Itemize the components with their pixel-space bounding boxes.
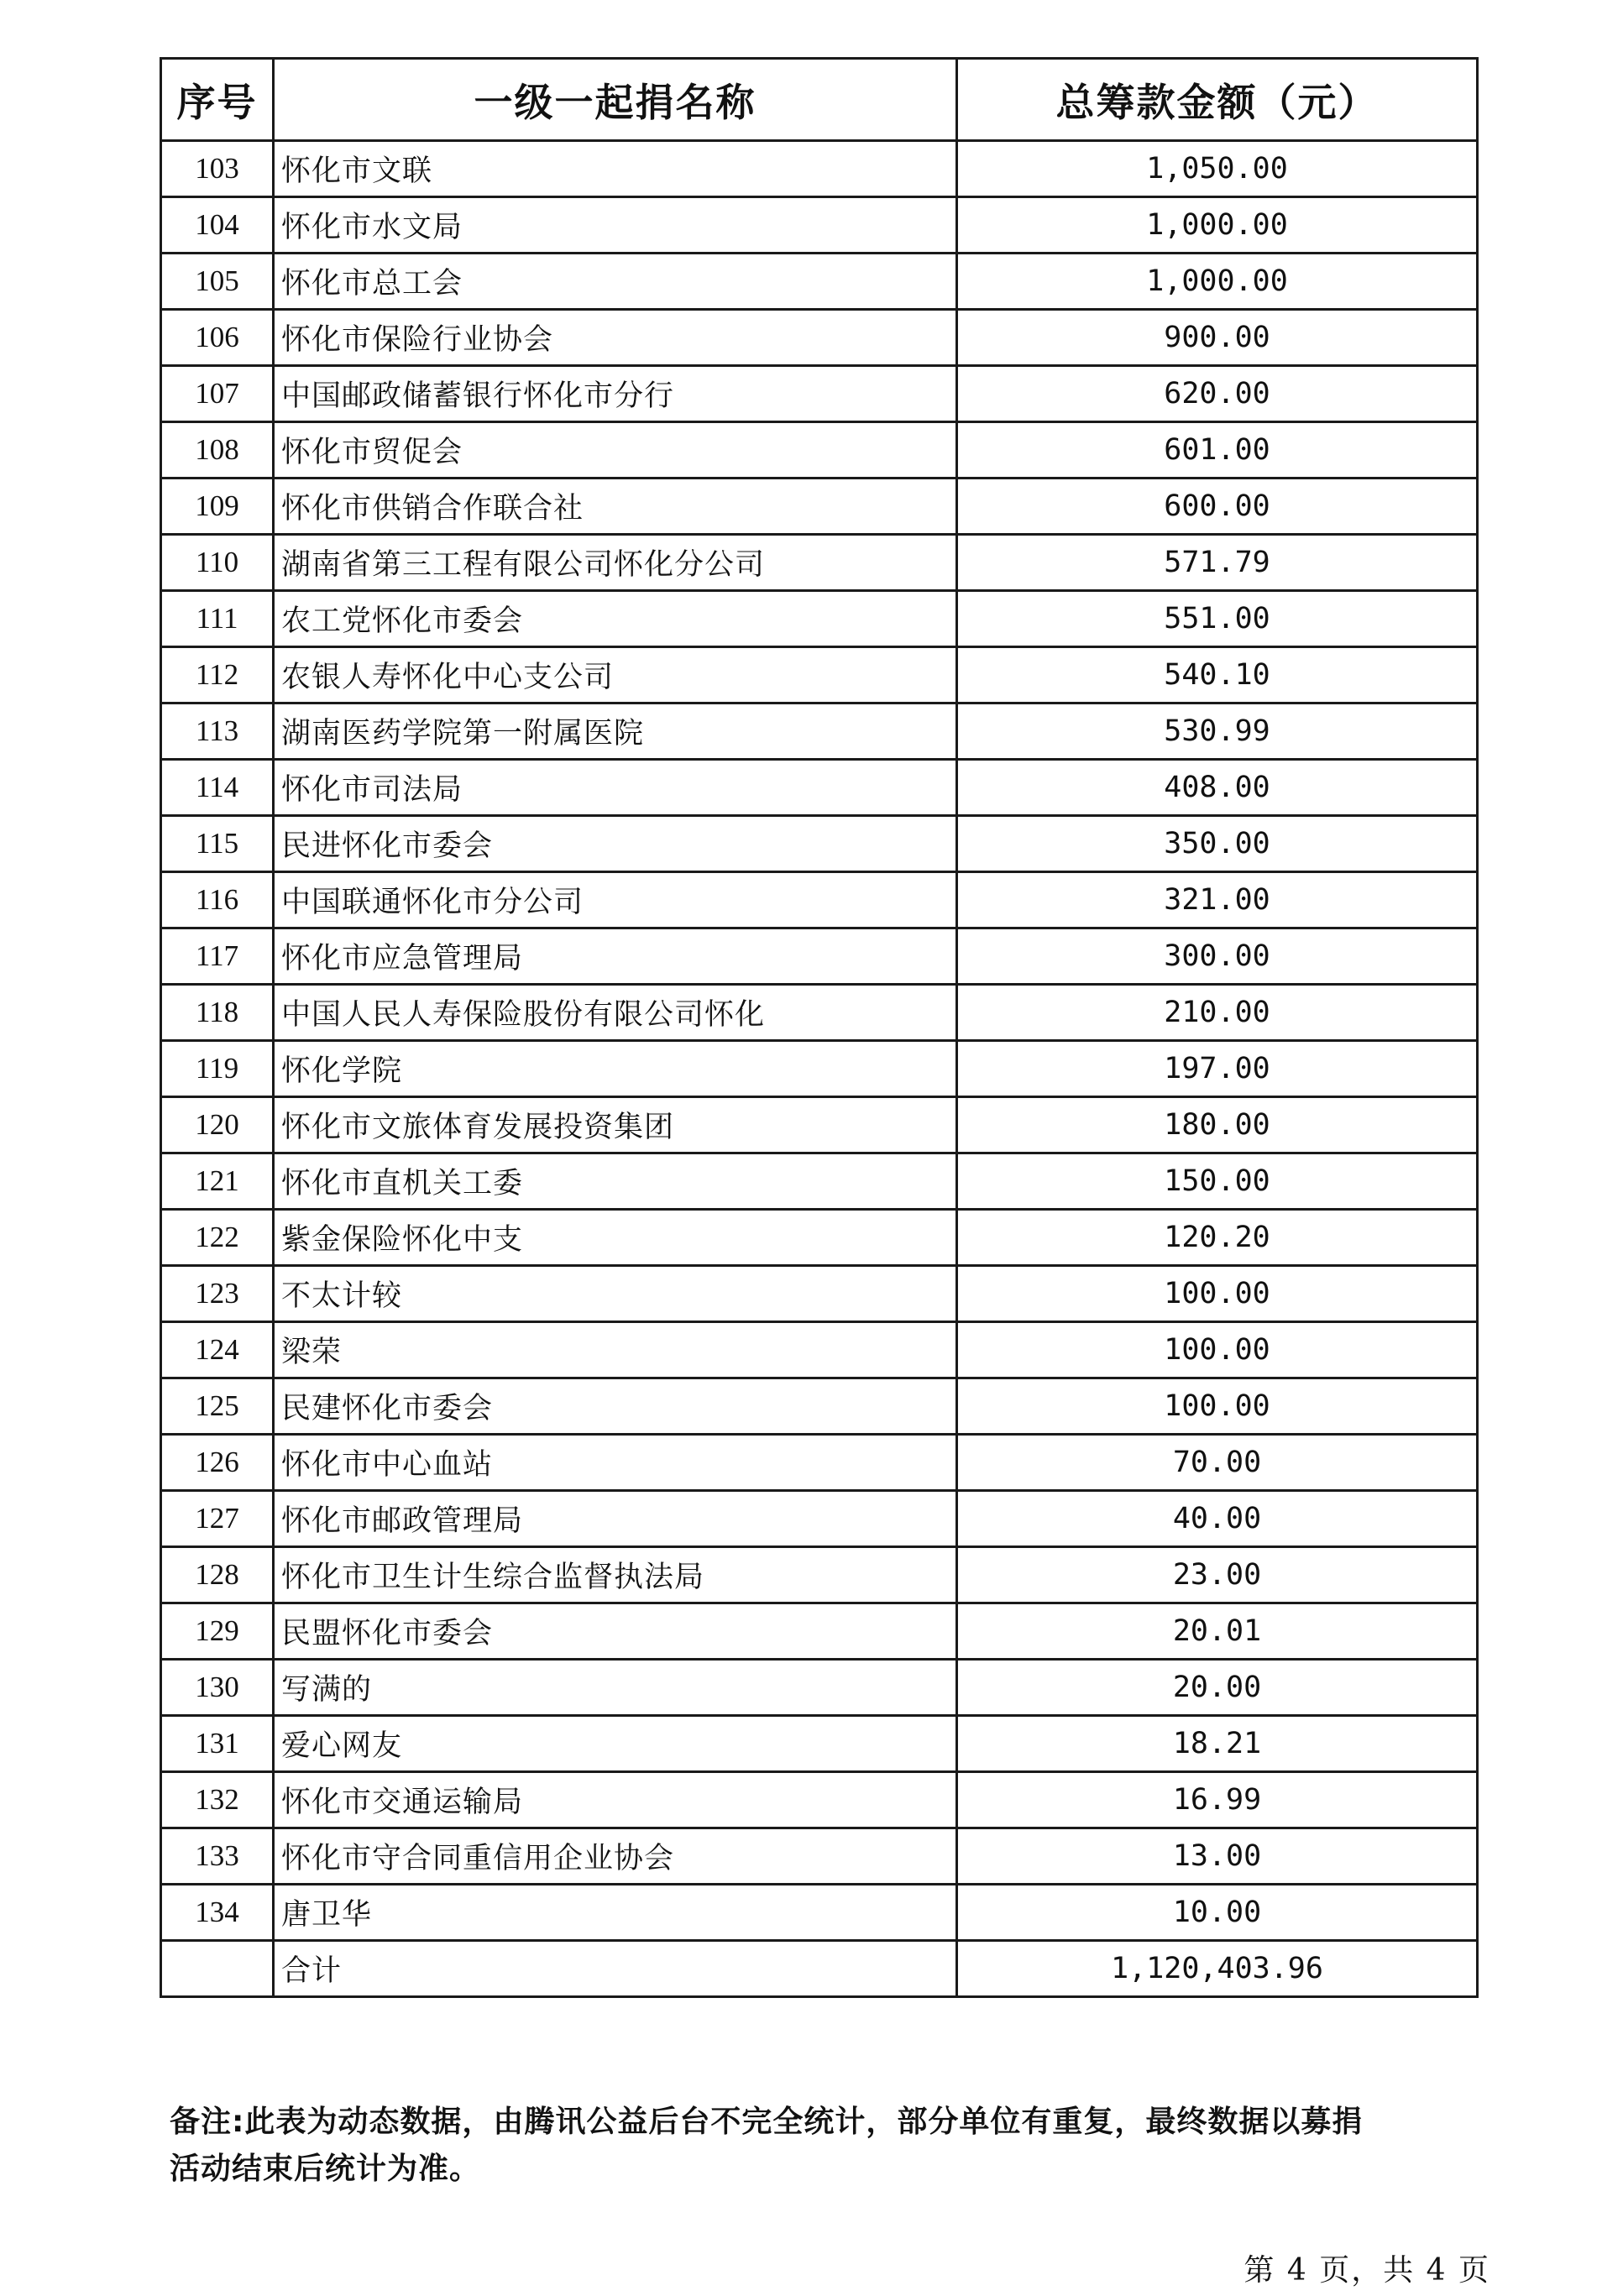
row-donor-name: 怀化市邮政管理局 (274, 1491, 957, 1547)
row-donor-name: 怀化市水文局 (274, 197, 957, 254)
row-seq: 106 (161, 310, 274, 366)
row-seq: 115 (161, 816, 274, 872)
row-amount: 100.00 (957, 1322, 1478, 1378)
row-seq: 104 (161, 197, 274, 254)
row-donor-name: 紫金保险怀化中支 (274, 1210, 957, 1266)
row-donor-name: 怀化市司法局 (274, 760, 957, 816)
table-row (161, 1828, 1478, 1885)
table-row (161, 703, 1478, 760)
table-row (161, 197, 1478, 254)
remark-note (170, 2099, 1479, 2193)
row-amount: 150.00 (957, 1153, 1478, 1210)
row-seq: 114 (161, 760, 274, 816)
row-amount: 100.00 (957, 1378, 1478, 1435)
row-donor-name: 怀化学院 (274, 1041, 957, 1097)
row-donor-name: 怀化市交通运输局 (274, 1772, 957, 1828)
table-row (161, 1547, 1478, 1603)
row-donor-name: 民盟怀化市委会 (274, 1603, 957, 1660)
total-label: 合计 (274, 1941, 957, 1997)
row-seq: 131 (161, 1716, 274, 1772)
row-seq: 134 (161, 1885, 274, 1941)
row-seq: 105 (161, 254, 274, 310)
row-amount: 23.00 (957, 1547, 1478, 1603)
total-amount: 1,120,403.96 (957, 1941, 1478, 1997)
row-amount: 1,050.00 (957, 141, 1478, 197)
donation-table (160, 57, 1479, 1998)
row-amount: 540.10 (957, 647, 1478, 703)
table-row (161, 647, 1478, 703)
row-amount: 10.00 (957, 1885, 1478, 1941)
row-amount: 530.99 (957, 703, 1478, 760)
row-amount: 70.00 (957, 1435, 1478, 1491)
row-amount: 900.00 (957, 310, 1478, 366)
row-amount: 620.00 (957, 366, 1478, 422)
remark-line-1: 备注:此表为动态数据，由腾讯公益后台不完全统计，部分单位有重复，最终数据以募捐 (170, 2105, 1364, 2139)
row-donor-name: 怀化市文旅体育发展投资集团 (274, 1097, 957, 1153)
table-row (161, 872, 1478, 928)
header-row (161, 59, 1478, 141)
row-seq: 133 (161, 1828, 274, 1885)
row-amount: 1,000.00 (957, 254, 1478, 310)
row-donor-name: 怀化市应急管理局 (274, 928, 957, 985)
row-amount: 120.20 (957, 1210, 1478, 1266)
table-row (161, 985, 1478, 1041)
table-row (161, 254, 1478, 310)
table-row (161, 535, 1478, 591)
row-donor-name: 怀化市供销合作联合社 (274, 479, 957, 535)
table-row (161, 310, 1478, 366)
header-amount: 总筹款金额（元） (957, 59, 1478, 141)
row-donor-name: 农银人寿怀化中心支公司 (274, 647, 957, 703)
row-amount: 601.00 (957, 422, 1478, 479)
table-row (161, 1491, 1478, 1547)
table-row (161, 1210, 1478, 1266)
table-row (161, 760, 1478, 816)
row-seq: 126 (161, 1435, 274, 1491)
header-seq: 序号 (161, 59, 274, 141)
row-donor-name: 爱心网友 (274, 1716, 957, 1772)
row-amount: 20.00 (957, 1660, 1478, 1716)
table-row (161, 366, 1478, 422)
table-row (161, 1266, 1478, 1322)
total-seq (161, 1941, 274, 1997)
row-seq: 108 (161, 422, 274, 479)
row-donor-name: 中国联通怀化市分公司 (274, 872, 957, 928)
row-donor-name: 梁荣 (274, 1322, 957, 1378)
row-amount: 40.00 (957, 1491, 1478, 1547)
row-donor-name: 怀化市总工会 (274, 254, 957, 310)
row-amount: 210.00 (957, 985, 1478, 1041)
row-seq: 118 (161, 985, 274, 1041)
row-seq: 120 (161, 1097, 274, 1153)
row-amount: 600.00 (957, 479, 1478, 535)
table-row (161, 1153, 1478, 1210)
row-amount: 571.79 (957, 535, 1478, 591)
table-row (161, 591, 1478, 647)
row-seq: 122 (161, 1210, 274, 1266)
table-row (161, 1716, 1478, 1772)
row-donor-name: 民建怀化市委会 (274, 1378, 957, 1435)
row-donor-name: 怀化市贸促会 (274, 422, 957, 479)
row-seq: 127 (161, 1491, 274, 1547)
row-seq: 121 (161, 1153, 274, 1210)
table-row (161, 1322, 1478, 1378)
remark-line-2: 活动结束后统计为准。 (170, 2152, 481, 2186)
row-donor-name: 不太计较 (274, 1266, 957, 1322)
row-donor-name: 怀化市文联 (274, 141, 957, 197)
row-seq: 110 (161, 535, 274, 591)
table-row (161, 141, 1478, 197)
row-seq: 130 (161, 1660, 274, 1716)
row-donor-name: 怀化市守合同重信用企业协会 (274, 1828, 957, 1885)
row-seq: 129 (161, 1603, 274, 1660)
row-amount: 18.21 (957, 1716, 1478, 1772)
row-seq: 116 (161, 872, 274, 928)
row-amount: 16.99 (957, 1772, 1478, 1828)
table-row (161, 1603, 1478, 1660)
row-amount: 13.00 (957, 1828, 1478, 1885)
row-seq: 128 (161, 1547, 274, 1603)
row-amount: 408.00 (957, 760, 1478, 816)
table-row (161, 1435, 1478, 1491)
row-donor-name: 写满的 (274, 1660, 957, 1716)
table-row (161, 422, 1478, 479)
row-amount: 300.00 (957, 928, 1478, 985)
table-row (161, 928, 1478, 985)
row-seq: 132 (161, 1772, 274, 1828)
row-donor-name: 怀化市保险行业协会 (274, 310, 957, 366)
row-amount: 551.00 (957, 591, 1478, 647)
row-amount: 350.00 (957, 816, 1478, 872)
header-name: 一级一起捐名称 (274, 59, 957, 141)
table-row (161, 479, 1478, 535)
table-row (161, 1660, 1478, 1716)
row-amount: 1,000.00 (957, 197, 1478, 254)
row-seq: 103 (161, 141, 274, 197)
table-row (161, 816, 1478, 872)
table-body (161, 141, 1478, 1997)
page-number: 第 4 页，共 4 页 (1243, 2253, 1490, 2288)
row-seq: 117 (161, 928, 274, 985)
row-seq: 113 (161, 703, 274, 760)
row-seq: 125 (161, 1378, 274, 1435)
row-seq: 107 (161, 366, 274, 422)
row-donor-name: 湖南省第三工程有限公司怀化分公司 (274, 535, 957, 591)
table-row (161, 1097, 1478, 1153)
row-donor-name: 怀化市卫生计生综合监督执法局 (274, 1547, 957, 1603)
table-row (161, 1378, 1478, 1435)
row-seq: 109 (161, 479, 274, 535)
row-amount: 20.01 (957, 1603, 1478, 1660)
row-donor-name: 中国人民人寿保险股份有限公司怀化 (274, 985, 957, 1041)
row-amount: 197.00 (957, 1041, 1478, 1097)
table-row (161, 1885, 1478, 1941)
row-donor-name: 农工党怀化市委会 (274, 591, 957, 647)
row-donor-name: 怀化市直机关工委 (274, 1153, 957, 1210)
table-row (161, 1772, 1478, 1828)
row-donor-name: 湖南医药学院第一附属医院 (274, 703, 957, 760)
row-donor-name: 民进怀化市委会 (274, 816, 957, 872)
row-seq: 112 (161, 647, 274, 703)
row-amount: 321.00 (957, 872, 1478, 928)
total-row (161, 1941, 1478, 1997)
row-donor-name: 唐卫华 (274, 1885, 957, 1941)
row-amount: 180.00 (957, 1097, 1478, 1153)
row-seq: 119 (161, 1041, 274, 1097)
table-row (161, 1041, 1478, 1097)
row-seq: 124 (161, 1322, 274, 1378)
row-seq: 123 (161, 1266, 274, 1322)
row-seq: 111 (161, 591, 274, 647)
row-amount: 100.00 (957, 1266, 1478, 1322)
row-donor-name: 怀化市中心血站 (274, 1435, 957, 1491)
row-donor-name: 中国邮政储蓄银行怀化市分行 (274, 366, 957, 422)
